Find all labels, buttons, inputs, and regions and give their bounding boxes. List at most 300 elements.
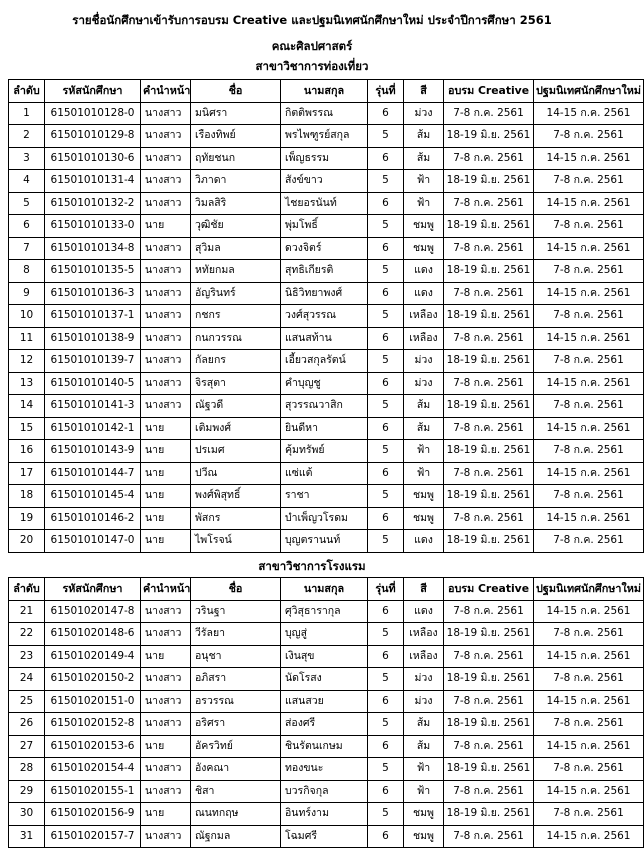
cell-creative-date: 7-8 ก.ค. 2561 <box>444 417 534 440</box>
cell-color: ส้ม <box>404 147 444 170</box>
cell-first-name: ณัฐวดี <box>191 395 281 418</box>
cell-creative-date: 18-19 มิ.ย. 2561 <box>444 125 534 148</box>
column-header-orientation-date: ปฐมนิเทศนักศึกษาใหม่ <box>534 80 644 103</box>
table-row <box>9 282 644 305</box>
cell-creative-date: 18-19 มิ.ย. 2561 <box>444 530 534 553</box>
cell-first-name: เติมพงศ์ <box>191 417 281 440</box>
cell-color: ชมพู <box>404 825 444 848</box>
table-row <box>9 645 644 668</box>
cell-orientation-date: 7-8 ก.ค. 2561 <box>534 485 644 508</box>
cell-index: 24 <box>9 668 45 691</box>
cell-batch: 6 <box>368 417 404 440</box>
table-row <box>9 417 644 440</box>
cell-index: 16 <box>9 440 45 463</box>
cell-prefix: นางสาว <box>141 600 191 623</box>
column-header-prefix: คำนำหน้า <box>141 80 191 103</box>
cell-color: ส้ม <box>404 417 444 440</box>
cell-first-name: ณัฐกมล <box>191 825 281 848</box>
cell-first-name: วรินฐา <box>191 600 281 623</box>
table-row <box>9 237 644 260</box>
cell-batch: 5 <box>368 260 404 283</box>
cell-orientation-date: 14-15 ก.ค. 2561 <box>534 102 644 125</box>
cell-first-name: กชกร <box>191 305 281 328</box>
cell-student-id: 61501020154-4 <box>45 758 141 781</box>
cell-first-name: อัญรินทร์ <box>191 282 281 305</box>
cell-color: ฟ้า <box>404 192 444 215</box>
cell-color: ฟ้า <box>404 758 444 781</box>
cell-batch: 5 <box>368 713 404 736</box>
cell-batch: 6 <box>368 825 404 848</box>
cell-index: 1 <box>9 102 45 125</box>
cell-creative-date: 18-19 มิ.ย. 2561 <box>444 170 534 193</box>
cell-orientation-date: 7-8 ก.ค. 2561 <box>534 170 644 193</box>
cell-batch: 6 <box>368 780 404 803</box>
cell-prefix: นางสาว <box>141 102 191 125</box>
cell-index: 10 <box>9 305 45 328</box>
cell-first-name: กนกวรรณ <box>191 327 281 350</box>
cell-creative-date: 18-19 มิ.ย. 2561 <box>444 668 534 691</box>
cell-prefix: นางสาว <box>141 780 191 803</box>
cell-prefix: นาย <box>141 530 191 553</box>
cell-orientation-date: 7-8 ก.ค. 2561 <box>534 803 644 826</box>
cell-student-id: 61501020150-2 <box>45 668 141 691</box>
cell-last-name: ดวงจิตร์ <box>281 237 368 260</box>
cell-last-name: บำเพ็ญวโรดม <box>281 507 368 530</box>
table-row <box>9 102 644 125</box>
cell-index: 28 <box>9 758 45 781</box>
cell-student-id: 61501010135-5 <box>45 260 141 283</box>
cell-prefix: นาย <box>141 462 191 485</box>
cell-orientation-date: 7-8 ก.ค. 2561 <box>534 125 644 148</box>
cell-color: ฟ้า <box>404 440 444 463</box>
cell-creative-date: 7-8 ก.ค. 2561 <box>444 462 534 485</box>
cell-prefix: นางสาว <box>141 350 191 373</box>
cell-student-id: 61501010136-3 <box>45 282 141 305</box>
cell-creative-date: 7-8 ก.ค. 2561 <box>444 825 534 848</box>
column-header-color: สี <box>404 80 444 103</box>
cell-creative-date: 18-19 มิ.ย. 2561 <box>444 440 534 463</box>
cell-batch: 6 <box>368 462 404 485</box>
cell-color: เหลือง <box>404 305 444 328</box>
cell-orientation-date: 14-15 ก.ค. 2561 <box>534 780 644 803</box>
cell-orientation-date: 7-8 ก.ค. 2561 <box>534 215 644 238</box>
cell-batch: 5 <box>368 668 404 691</box>
cell-prefix: นาย <box>141 215 191 238</box>
cell-last-name: คุ้มทรัพย์ <box>281 440 368 463</box>
cell-index: 13 <box>9 372 45 395</box>
cell-last-name: สังข์ขาว <box>281 170 368 193</box>
cell-batch: 6 <box>368 690 404 713</box>
cell-student-id: 61501010137-1 <box>45 305 141 328</box>
cell-student-id: 61501010132-2 <box>45 192 141 215</box>
cell-color: ชมพู <box>404 485 444 508</box>
cell-index: 14 <box>9 395 45 418</box>
cell-student-id: 61501010139-7 <box>45 350 141 373</box>
cell-index: 4 <box>9 170 45 193</box>
cell-color: ชมพู <box>404 507 444 530</box>
table-row <box>9 825 644 848</box>
cell-prefix: นางสาว <box>141 668 191 691</box>
cell-last-name: บุญตรานนท์ <box>281 530 368 553</box>
cell-creative-date: 7-8 ก.ค. 2561 <box>444 147 534 170</box>
cell-creative-date: 18-19 มิ.ย. 2561 <box>444 395 534 418</box>
cell-prefix: นางสาว <box>141 125 191 148</box>
cell-last-name: พุ่มโพธิ์ <box>281 215 368 238</box>
cell-prefix: นางสาว <box>141 758 191 781</box>
cell-index: 22 <box>9 623 45 646</box>
cell-last-name: บุญสู่ <box>281 623 368 646</box>
cell-index: 25 <box>9 690 45 713</box>
cell-prefix: นางสาว <box>141 260 191 283</box>
cell-index: 21 <box>9 600 45 623</box>
cell-prefix: นางสาว <box>141 237 191 260</box>
cell-last-name: เงินสุข <box>281 645 368 668</box>
cell-orientation-date: 7-8 ก.ค. 2561 <box>534 758 644 781</box>
cell-creative-date: 18-19 มิ.ย. 2561 <box>444 350 534 373</box>
cell-last-name: ยินดีหา <box>281 417 368 440</box>
cell-batch: 5 <box>368 485 404 508</box>
cell-student-id: 61501010145-4 <box>45 485 141 508</box>
cell-color: ม่วง <box>404 102 444 125</box>
cell-batch: 5 <box>368 305 404 328</box>
cell-index: 7 <box>9 237 45 260</box>
cell-last-name: ศุวิสุธารากุล <box>281 600 368 623</box>
cell-prefix: นางสาว <box>141 327 191 350</box>
cell-first-name: ฤทัยชนก <box>191 147 281 170</box>
section-title-hotel: สาขาวิชาการโรงแรม <box>258 559 366 573</box>
cell-orientation-date: 14-15 ก.ค. 2561 <box>534 690 644 713</box>
cell-prefix: นาย <box>141 485 191 508</box>
cell-prefix: นางสาว <box>141 372 191 395</box>
cell-last-name: กิตติพรรณ <box>281 102 368 125</box>
cell-last-name: นิธิวิทยาพงศ์ <box>281 282 368 305</box>
column-header-student-id: รหัสนักศึกษา <box>45 578 141 601</box>
cell-prefix: นาย <box>141 645 191 668</box>
cell-orientation-date: 14-15 ก.ค. 2561 <box>534 282 644 305</box>
cell-first-name: สุวิมล <box>191 237 281 260</box>
cell-creative-date: 7-8 ก.ค. 2561 <box>444 645 534 668</box>
cell-creative-date: 18-19 มิ.ย. 2561 <box>444 215 534 238</box>
cell-orientation-date: 7-8 ก.ค. 2561 <box>534 440 644 463</box>
cell-orientation-date: 7-8 ก.ค. 2561 <box>534 668 644 691</box>
cell-batch: 5 <box>368 530 404 553</box>
cell-orientation-date: 7-8 ก.ค. 2561 <box>534 623 644 646</box>
cell-student-id: 61501010138-9 <box>45 327 141 350</box>
table-row <box>9 350 644 373</box>
table-row <box>9 780 644 803</box>
cell-creative-date: 18-19 มิ.ย. 2561 <box>444 485 534 508</box>
cell-batch: 6 <box>368 372 404 395</box>
cell-first-name: อนุชา <box>191 645 281 668</box>
cell-creative-date: 7-8 ก.ค. 2561 <box>444 237 534 260</box>
cell-color: แดง <box>404 282 444 305</box>
cell-batch: 5 <box>368 803 404 826</box>
cell-batch: 6 <box>368 645 404 668</box>
cell-student-id: 61501010147-0 <box>45 530 141 553</box>
cell-index: 23 <box>9 645 45 668</box>
table-row <box>9 623 644 646</box>
cell-last-name: แซ่แต้ <box>281 462 368 485</box>
cell-prefix: นาย <box>141 735 191 758</box>
column-header-orientation-date: ปฐมนิเทศนักศึกษาใหม่ <box>534 578 644 601</box>
cell-batch: 5 <box>368 125 404 148</box>
cell-last-name: โฉมศรี <box>281 825 368 848</box>
table-row <box>9 440 644 463</box>
cell-color: ฟ้า <box>404 462 444 485</box>
cell-orientation-date: 7-8 ก.ค. 2561 <box>534 713 644 736</box>
cell-prefix: นางสาว <box>141 623 191 646</box>
cell-orientation-date: 14-15 ก.ค. 2561 <box>534 600 644 623</box>
cell-first-name: พงศ์พิสุทธิ์ <box>191 485 281 508</box>
cell-student-id: 61501020153-6 <box>45 735 141 758</box>
cell-prefix: นางสาว <box>141 713 191 736</box>
table-row <box>9 260 644 283</box>
cell-color: ส้ม <box>404 395 444 418</box>
table-row <box>9 735 644 758</box>
section-title-tourism: สาขาวิชาการท่องเที่ยว <box>255 59 369 73</box>
cell-last-name: แสนสวย <box>281 690 368 713</box>
cell-prefix: นางสาว <box>141 147 191 170</box>
cell-index: 31 <box>9 825 45 848</box>
cell-color: ม่วง <box>404 372 444 395</box>
cell-student-id: 61501010133-0 <box>45 215 141 238</box>
cell-first-name: กัลยกร <box>191 350 281 373</box>
cell-last-name: บวรกิจกุล <box>281 780 368 803</box>
cell-last-name: ชินรัตนเกษม <box>281 735 368 758</box>
cell-last-name: ส่องศรี <box>281 713 368 736</box>
column-header-last-name: นามสกุล <box>281 578 368 601</box>
cell-orientation-date: 7-8 ก.ค. 2561 <box>534 350 644 373</box>
cell-color: ฟ้า <box>404 170 444 193</box>
cell-index: 20 <box>9 530 45 553</box>
cell-creative-date: 7-8 ก.ค. 2561 <box>444 372 534 395</box>
cell-index: 15 <box>9 417 45 440</box>
cell-index: 8 <box>9 260 45 283</box>
cell-color: เหลือง <box>404 327 444 350</box>
column-header-student-id: รหัสนักศึกษา <box>45 80 141 103</box>
cell-student-id: 61501010142-1 <box>45 417 141 440</box>
cell-student-id: 61501010131-4 <box>45 170 141 193</box>
cell-prefix: นางสาว <box>141 282 191 305</box>
cell-student-id: 61501020156-9 <box>45 803 141 826</box>
cell-color: ฟ้า <box>404 780 444 803</box>
cell-creative-date: 7-8 ก.ค. 2561 <box>444 600 534 623</box>
cell-creative-date: 7-8 ก.ค. 2561 <box>444 282 534 305</box>
cell-first-name: อัครวิทย์ <box>191 735 281 758</box>
cell-prefix: นาย <box>141 507 191 530</box>
cell-student-id: 61501020152-8 <box>45 713 141 736</box>
table-row <box>9 758 644 781</box>
table-row <box>9 713 644 736</box>
cell-creative-date: 7-8 ก.ค. 2561 <box>444 735 534 758</box>
cell-prefix: นาย <box>141 417 191 440</box>
cell-batch: 5 <box>368 758 404 781</box>
cell-student-id: 61501020147-8 <box>45 600 141 623</box>
table-row <box>9 507 644 530</box>
cell-index: 18 <box>9 485 45 508</box>
cell-index: 2 <box>9 125 45 148</box>
table-row <box>9 170 644 193</box>
column-header-creative-date: อบรม Creative <box>444 80 534 103</box>
table-row <box>9 147 644 170</box>
cell-color: ม่วง <box>404 668 444 691</box>
table-row <box>9 215 644 238</box>
cell-color: ส้ม <box>404 713 444 736</box>
cell-last-name: วงศ์สุวรรณ <box>281 305 368 328</box>
cell-index: 17 <box>9 462 45 485</box>
cell-student-id: 61501010130-6 <box>45 147 141 170</box>
cell-creative-date: 7-8 ก.ค. 2561 <box>444 507 534 530</box>
cell-first-name: พัสกร <box>191 507 281 530</box>
cell-index: 27 <box>9 735 45 758</box>
cell-color: ชมพู <box>404 215 444 238</box>
cell-prefix: นางสาว <box>141 825 191 848</box>
cell-last-name: แสนสท้าน <box>281 327 368 350</box>
cell-last-name: ไชยอรนันท์ <box>281 192 368 215</box>
cell-batch: 6 <box>368 735 404 758</box>
cell-creative-date: 7-8 ก.ค. 2561 <box>444 327 534 350</box>
cell-creative-date: 18-19 มิ.ย. 2561 <box>444 305 534 328</box>
cell-batch: 6 <box>368 600 404 623</box>
cell-batch: 6 <box>368 102 404 125</box>
column-header-prefix: คำนำหน้า <box>141 578 191 601</box>
column-header-color: สี <box>404 578 444 601</box>
student-table-hotel <box>8 577 644 848</box>
table-row <box>9 372 644 395</box>
cell-index: 19 <box>9 507 45 530</box>
cell-first-name: อังคณา <box>191 758 281 781</box>
faculty-title: คณะศิลปศาสตร์ <box>271 39 353 53</box>
cell-first-name: หทัยกมล <box>191 260 281 283</box>
cell-first-name: วิภาดา <box>191 170 281 193</box>
cell-orientation-date: 14-15 ก.ค. 2561 <box>534 462 644 485</box>
student-table-tourism <box>8 79 644 553</box>
cell-student-id: 61501020148-6 <box>45 623 141 646</box>
table-row <box>9 327 644 350</box>
cell-orientation-date: 14-15 ก.ค. 2561 <box>534 372 644 395</box>
cell-batch: 6 <box>368 147 404 170</box>
table-row <box>9 125 644 148</box>
cell-prefix: นางสาว <box>141 305 191 328</box>
cell-prefix: นาย <box>141 803 191 826</box>
cell-index: 30 <box>9 803 45 826</box>
cell-creative-date: 18-19 มิ.ย. 2561 <box>444 260 534 283</box>
column-header-first-name: ชื่อ <box>191 80 281 103</box>
cell-last-name: ทองขนะ <box>281 758 368 781</box>
cell-first-name: อภิสรา <box>191 668 281 691</box>
cell-orientation-date: 14-15 ก.ค. 2561 <box>534 735 644 758</box>
cell-batch: 6 <box>368 192 404 215</box>
cell-color: ม่วง <box>404 350 444 373</box>
cell-creative-date: 18-19 มิ.ย. 2561 <box>444 623 534 646</box>
cell-student-id: 61501010128-0 <box>45 102 141 125</box>
cell-first-name: มนิศรา <box>191 102 281 125</box>
cell-batch: 5 <box>368 350 404 373</box>
cell-color: แดง <box>404 530 444 553</box>
cell-first-name: ปวีณ <box>191 462 281 485</box>
cell-index: 5 <box>9 192 45 215</box>
cell-first-name: วุฒิชัย <box>191 215 281 238</box>
cell-batch: 6 <box>368 327 404 350</box>
cell-batch: 5 <box>368 623 404 646</box>
table-row <box>9 395 644 418</box>
cell-index: 26 <box>9 713 45 736</box>
table-row <box>9 530 644 553</box>
cell-last-name: สุวรรณวาสิก <box>281 395 368 418</box>
table-header-row <box>9 578 644 601</box>
cell-orientation-date: 7-8 ก.ค. 2561 <box>534 260 644 283</box>
cell-last-name: เพ็ญธรรม <box>281 147 368 170</box>
column-header-batch: รุ่นที่ <box>368 578 404 601</box>
cell-color: ส้ม <box>404 735 444 758</box>
cell-batch: 5 <box>368 170 404 193</box>
cell-orientation-date: 14-15 ก.ค. 2561 <box>534 192 644 215</box>
cell-student-id: 61501020155-1 <box>45 780 141 803</box>
cell-creative-date: 18-19 มิ.ย. 2561 <box>444 758 534 781</box>
cell-color: แดง <box>404 260 444 283</box>
cell-index: 9 <box>9 282 45 305</box>
cell-student-id: 61501010144-7 <box>45 462 141 485</box>
cell-first-name: ปรเมศ <box>191 440 281 463</box>
cell-orientation-date: 14-15 ก.ค. 2561 <box>534 327 644 350</box>
cell-last-name: สุทธิเกียรติ <box>281 260 368 283</box>
cell-orientation-date: 7-8 ก.ค. 2561 <box>534 395 644 418</box>
column-header-creative-date: อบรม Creative <box>444 578 534 601</box>
cell-prefix: นางสาว <box>141 395 191 418</box>
cell-creative-date: 7-8 ก.ค. 2561 <box>444 690 534 713</box>
cell-batch: 5 <box>368 215 404 238</box>
table-row <box>9 690 644 713</box>
cell-student-id: 61501020149-4 <box>45 645 141 668</box>
cell-color: ส้ม <box>404 125 444 148</box>
cell-student-id: 61501010141-3 <box>45 395 141 418</box>
column-header-batch: รุ่นที่ <box>368 80 404 103</box>
table-row <box>9 600 644 623</box>
column-header-index: ลำดับ <box>9 80 45 103</box>
column-header-first-name: ชื่อ <box>191 578 281 601</box>
cell-batch: 6 <box>368 237 404 260</box>
cell-student-id: 61501020157-7 <box>45 825 141 848</box>
cell-student-id: 61501020151-0 <box>45 690 141 713</box>
cell-color: ชมพู <box>404 803 444 826</box>
cell-orientation-date: 14-15 ก.ค. 2561 <box>534 645 644 668</box>
cell-creative-date: 18-19 มิ.ย. 2561 <box>444 713 534 736</box>
cell-batch: 5 <box>368 395 404 418</box>
cell-last-name: คำบุญชู <box>281 372 368 395</box>
column-header-index: ลำดับ <box>9 578 45 601</box>
cell-prefix: นางสาว <box>141 192 191 215</box>
document-title: รายชื่อนักศึกษาเข้ารับการอบรม Creative และปฐมนิเทศนักศึกษาใหม่ ประจำปีการศึกษา 2561 <box>72 13 552 27</box>
cell-first-name: วีรัลยา <box>191 623 281 646</box>
cell-student-id: 61501010129-8 <box>45 125 141 148</box>
table-row <box>9 192 644 215</box>
cell-orientation-date: 14-15 ก.ค. 2561 <box>534 507 644 530</box>
cell-first-name: จิรสุตา <box>191 372 281 395</box>
cell-student-id: 61501010143-9 <box>45 440 141 463</box>
cell-color: แดง <box>404 600 444 623</box>
cell-prefix: นางสาว <box>141 690 191 713</box>
cell-last-name: อินทร์งาม <box>281 803 368 826</box>
cell-creative-date: 18-19 มิ.ย. 2561 <box>444 803 534 826</box>
cell-last-name: เอี้ยวสกุลรัตน์ <box>281 350 368 373</box>
cell-first-name: ณนทกฤษ <box>191 803 281 826</box>
cell-batch: 6 <box>368 282 404 305</box>
cell-last-name: นัดโรสง <box>281 668 368 691</box>
cell-first-name: วิมลสิริ <box>191 192 281 215</box>
table-row <box>9 668 644 691</box>
cell-creative-date: 7-8 ก.ค. 2561 <box>444 780 534 803</box>
cell-color: ชมพู <box>404 237 444 260</box>
